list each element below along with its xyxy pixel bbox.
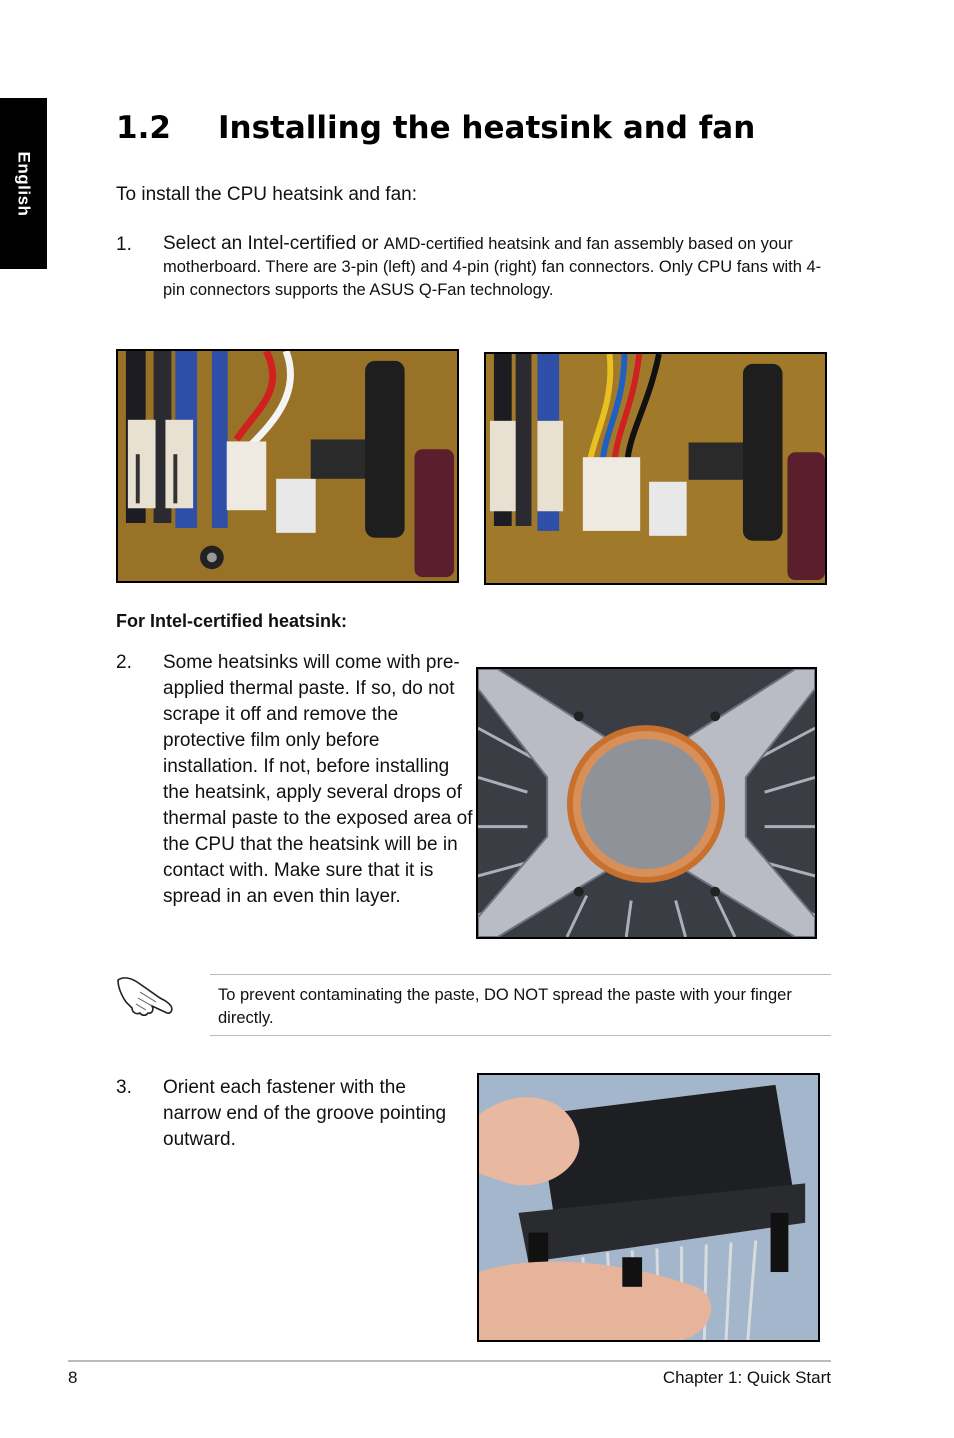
step-number: 2. xyxy=(116,652,132,673)
footer-rule xyxy=(68,1360,831,1362)
section-title xyxy=(116,110,755,146)
photo-heatsink-thermal-paste xyxy=(476,667,817,939)
chapter-title: Chapter 1: Quick Start xyxy=(662,1368,831,1387)
step-number: 1. xyxy=(116,234,132,255)
step-text-rest: AMD-certified heatsink and fan assembly based on your motherboard. There are 3-pin (left) and 4-pin (right) fan connectors. Only CPU fans with 4-pin connectors supports the ASUS Q-Fan technology. xyxy=(163,235,822,299)
step-text: Orient each fastener with the narrow end of the groove pointing outward. xyxy=(163,1077,447,1150)
step-text-lead: Select an Intel-certified or xyxy=(163,233,384,254)
intro-text: To install the CPU heatsink and fan: xyxy=(116,184,418,205)
photo-fastener-orientation xyxy=(477,1073,820,1342)
page-number: 8 xyxy=(68,1368,78,1387)
step-2 xyxy=(116,650,476,920)
step-number: 3. xyxy=(116,1077,132,1098)
note-text: To prevent contaminating the paste, DO NOT spread the paste with your finger directly. xyxy=(218,986,792,1027)
section-title-text: Installing the heatsink and fan xyxy=(218,110,756,146)
language-tab-label: English xyxy=(14,151,34,216)
pointing-hand-icon xyxy=(116,972,176,1018)
step-text: Some heatsinks will come with pre-applied thermal paste. If so, do not scrape it off and remove the protective film only before installation. If not, before installing the heatsink, apply several drops of thermal paste to the exposed area of the CPU that the heatsink will be in contact with. Make sure that it is spread in an even thin layer. xyxy=(163,652,473,907)
note-box xyxy=(210,974,831,1036)
step-text xyxy=(163,232,833,302)
photo-3pin-connector xyxy=(116,349,459,583)
subheading: For Intel-certified heatsink: xyxy=(116,611,348,631)
step-3 xyxy=(116,1075,466,1165)
language-tab xyxy=(0,98,47,269)
section-number: 1.2 xyxy=(116,110,171,146)
photo-4pin-connector xyxy=(484,352,827,585)
